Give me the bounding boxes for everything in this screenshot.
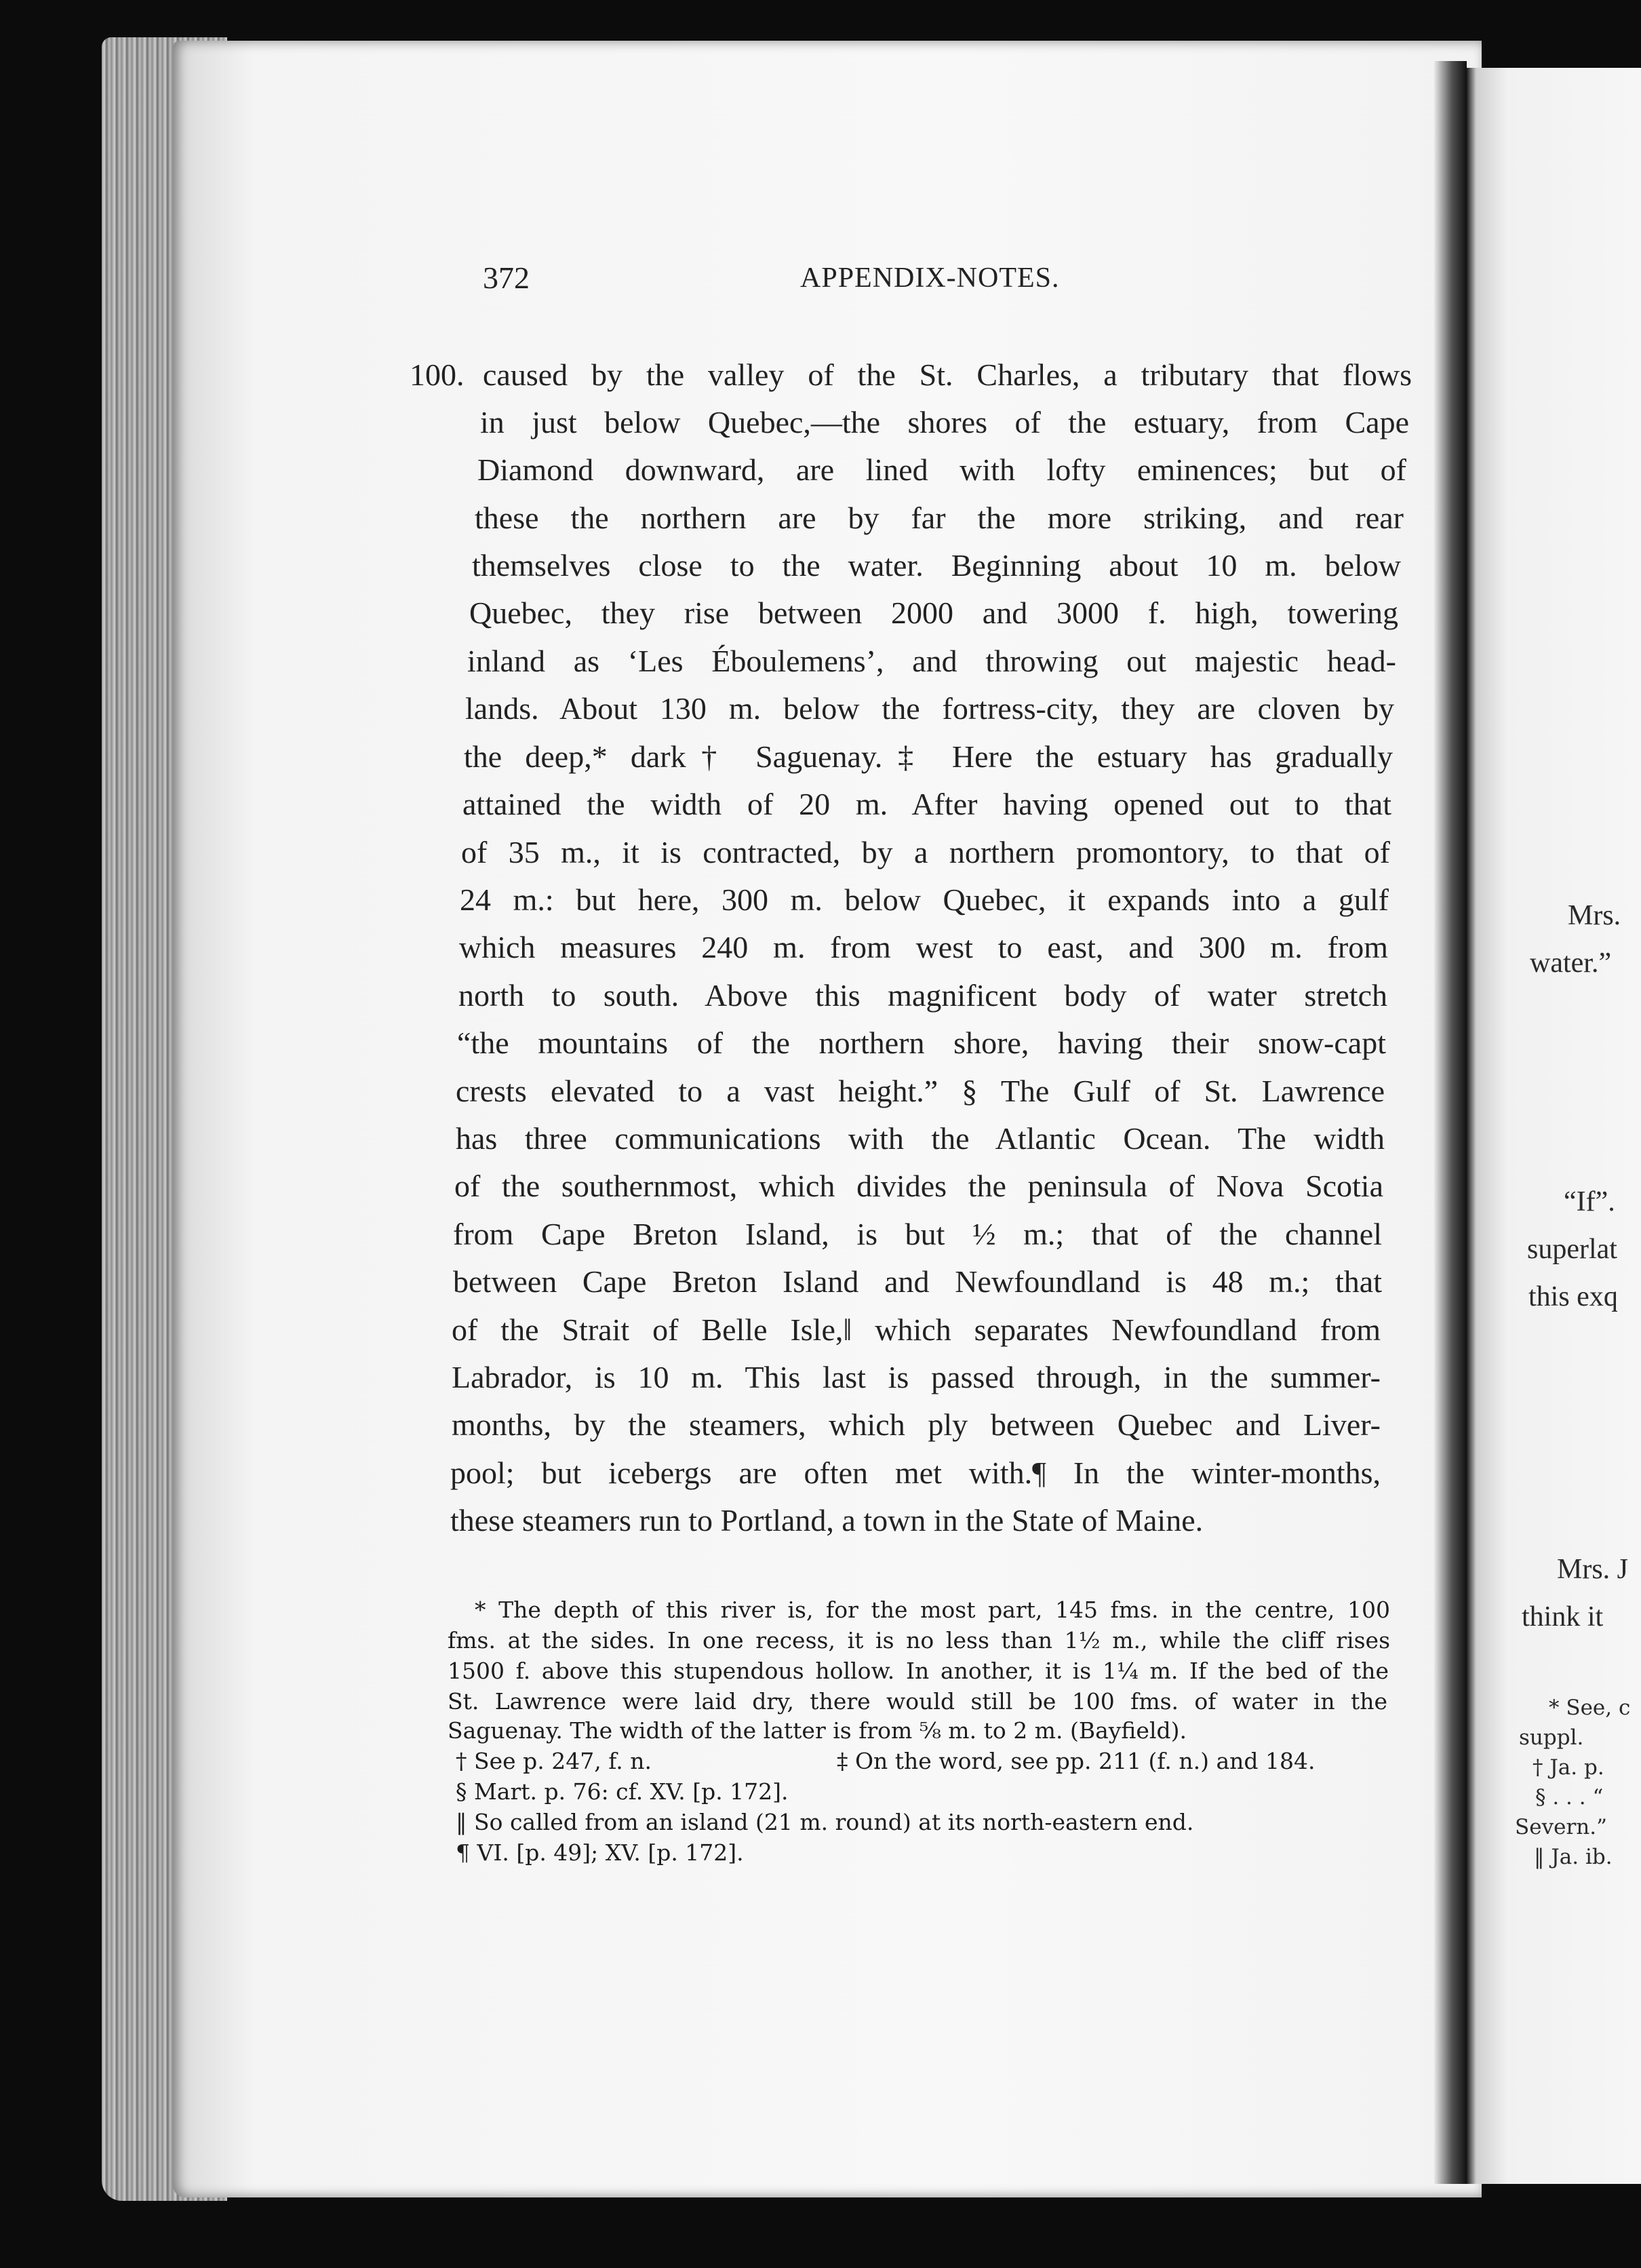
footnote-star-cont: St. Lawrence were laid dry, there would still be 100 fms. of water in the: [448, 1688, 1387, 1715]
facing-footnote: Severn.”: [1515, 1815, 1607, 1839]
body-line: Quebec, they rise between 2000 and 3000 f. high, towering: [469, 595, 1398, 630]
body-line: pool; but icebergs are often met with.¶ In the winter-months,: [450, 1455, 1381, 1490]
footnote-section: § Mart. p. 76: cf. XV. [p. 172].: [456, 1778, 789, 1805]
facing-text: this exq: [1528, 1281, 1618, 1312]
body-line: in just below Quebec,—the shores of the estuary, from Cape: [480, 405, 1409, 439]
body-line: months, by the steamers, which ply between Quebec and Liver-: [452, 1407, 1381, 1442]
footnote-dagger: † See p. 247, f. n.: [456, 1748, 652, 1774]
footnote-star-cont: fms. at the sides. In one recess, it is no less than 1½ m., while the cliff rises: [448, 1627, 1390, 1654]
body-line: crests elevated to a vast height.” § The Gulf of St. Lawrence: [456, 1074, 1385, 1108]
body-line: inland as ‘Les Éboulemens’, and throwing out majestic head-: [467, 644, 1396, 678]
facing-text: superlat: [1527, 1234, 1617, 1265]
facing-text: Mrs.: [1568, 900, 1621, 931]
body-line: of the Strait of Belle Isle,‖ which separates Newfoundland from: [452, 1312, 1381, 1347]
body-line: these the northern are by far the more striking, and rear: [475, 501, 1404, 535]
body-line: these steamers run to Portland, a town in the State of Maine.: [450, 1503, 1204, 1538]
book-gutter: [1434, 61, 1467, 2184]
footnote-star-cont: Saguenay. The width of the latter is from ⅝ m. to 2 m. (Bayfield).: [448, 1717, 1187, 1744]
body-line: lands. About 130 m. below the fortress-city, they are cloven by: [465, 691, 1394, 726]
facing-footnote: ‖ Ja. ib.: [1534, 1845, 1613, 1869]
facing-text: Mrs. J: [1557, 1554, 1629, 1585]
footnote-star-cont: 1500 f. above this stupendous hollow. In another, it is 1¼ m. If the bed of the: [448, 1658, 1389, 1684]
facing-footnote: suppl.: [1519, 1725, 1584, 1750]
body-line: has three communications with the Atlantic Ocean. The width: [456, 1121, 1385, 1156]
running-title: APPENDIX-NOTES.: [800, 262, 1060, 294]
facing-text: “If”.: [1564, 1186, 1615, 1217]
body-line: of the southernmost, which divides the peninsula of Nova Scotia: [454, 1169, 1383, 1203]
page-number: 372: [483, 260, 530, 295]
body-line: 24 m.: but here, 300 m. below Quebec, it expands into a gulf: [460, 882, 1389, 917]
body-line: themselves close to the water. Beginning about 10 m. below: [472, 548, 1401, 583]
body-line: Diamond downward, are lined with lofty eminences; but of: [477, 452, 1406, 487]
footnote-ddagger: ‡ On the word, see pp. 211 (f. n.) and 184.: [837, 1748, 1316, 1774]
body-line: “the mountains of the northern shore, having their snow-capt: [457, 1025, 1386, 1060]
body-line: of 35 m., it is contracted, by a northern promontory, to that of: [461, 835, 1390, 869]
footnote-star: * The depth of this river is, for the most part, 145 fms. in the centre, 100: [475, 1597, 1390, 1623]
facing-text: water.”: [1530, 947, 1612, 979]
note-number: 100.: [410, 357, 464, 392]
body-line: caused by the valley of the St. Charles, a tributary that flows: [483, 357, 1412, 392]
body-line: attained the width of 20 m. After having opened out to that: [462, 787, 1391, 821]
body-line: between Cape Breton Island and Newfoundland is 48 m.; that: [453, 1264, 1382, 1299]
body-line: the deep,* dark† Saguenay.‡ Here the estuary has gradually: [464, 739, 1393, 774]
body-line: Labrador, is 10 m. This last is passed through, in the summer-: [452, 1360, 1381, 1394]
body-line: from Cape Breton Island, is but ½ m.; that of the channel: [453, 1217, 1382, 1251]
facing-footnote: * See, c: [1549, 1696, 1631, 1720]
footnote-parallel: ‖ So called from an island (21 m. round) at its north-eastern end.: [456, 1809, 1194, 1835]
facing-text: think it: [1522, 1601, 1604, 1632]
body-line: north to south. Above this magnificent body of water stretch: [458, 978, 1387, 1013]
footnote-pilcrow: ¶ VI. [p. 49]; XV. [p. 172].: [456, 1839, 744, 1866]
facing-footnote: † Ja. p.: [1533, 1755, 1604, 1780]
body-line: which measures 240 m. from west to east, and 300 m. from: [459, 930, 1388, 964]
facing-footnote: § . . . “: [1535, 1785, 1604, 1810]
